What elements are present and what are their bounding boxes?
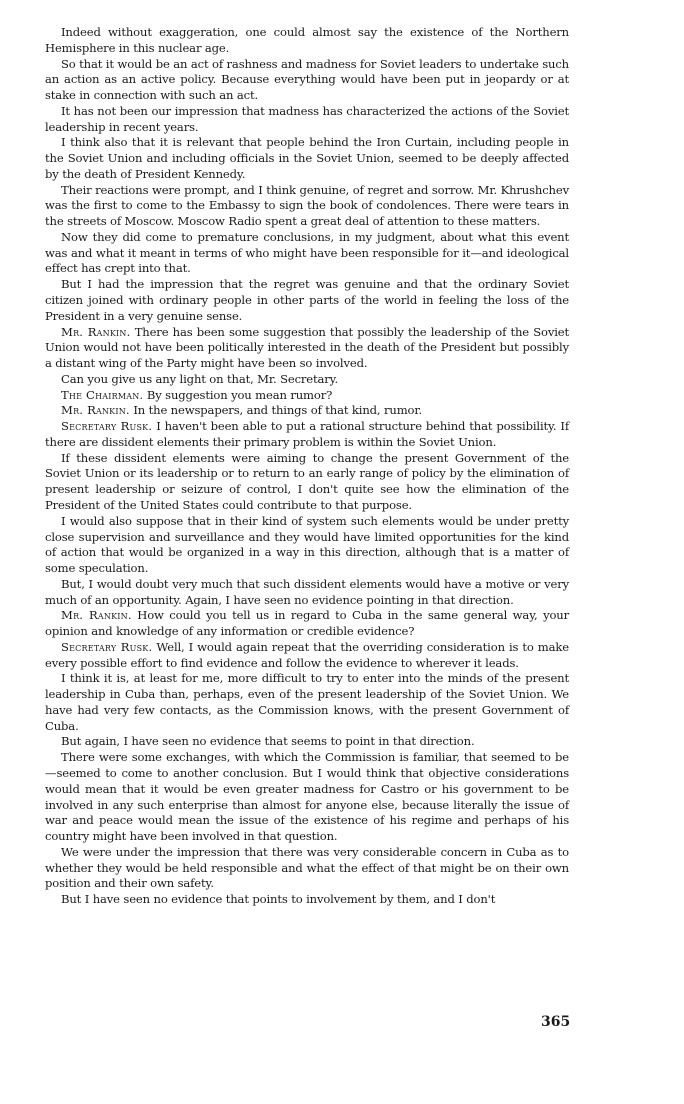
paragraph	[45, 230, 569, 277]
paragraph	[45, 750, 569, 845]
paragraph	[45, 25, 569, 57]
paragraph-text: But I have seen no evidence that points to involvement by them, and I don't	[61, 892, 496, 907]
paragraph-text: Indeed without exaggeration, one could almost say the existence of the Northern Hemisphere in this nuclear age.	[45, 25, 569, 55]
speaker-name: Secretary Rusk.	[61, 639, 153, 654]
paragraph	[45, 372, 569, 388]
speaker-name: Mr. Rankin.	[61, 324, 131, 339]
paragraph-text: It has not been our impression that madness has characterized the actions of the Soviet leadership in recent years.	[45, 103, 569, 134]
paragraph-text: There were some exchanges, with which the Commission is familiar, that seemed to be—seemed to come to another conclusion. But I would think that objective considerations would mean that it would be even greater madness for Castro or his government to be involved in any such enterprise than almost for anyone else, because literally the issue of war and peace would mean the issue of the existence of his regime and perhaps of his country might have been involved in that question.	[45, 750, 569, 844]
page-number: 365	[541, 1014, 571, 1030]
paragraph-text: There has been some suggestion that possibly the leadership of the Soviet Union would not have been politically interested in the death of the President but possibly a distant wing of the Party might have been so involved.	[45, 324, 569, 371]
paragraph	[45, 640, 569, 672]
paragraph	[45, 135, 569, 182]
paragraph-text: If these dissident elements were aiming to change the present Government of the Soviet Union or its leadership or to return to an early range of policy by the elimination of present leadership or seizure of control, I don't quite see how the elimination of the President of the United States could contribute to that purpose.	[45, 450, 569, 512]
paragraph	[45, 892, 569, 908]
paragraph-text: But I had the impression that the regret was genuine and that the ordinary Soviet citizen joined with ordinary people in other parts of the world in feeling the loss of the President in a very genuine sense.	[45, 277, 569, 323]
paragraph	[45, 388, 569, 404]
paragraph-text: In the newspapers, and things of that kind, rumor.	[129, 403, 423, 418]
speaker-name: Secretary Rusk.	[61, 419, 153, 434]
speaker-name: The Chairman.	[61, 387, 144, 402]
paragraph-text: I haven't been able to put a rational structure behind that possibility. If there are dissident elements their primary problem is within the Soviet Union.	[45, 419, 569, 449]
paragraph-text: Now they did come to premature conclusions, in my judgment, about what this event was and what it meant in terms of who might have been responsible for it—and ideological effect has crept into that.	[45, 229, 569, 276]
paragraph	[45, 57, 569, 104]
paragraph	[45, 183, 569, 230]
paragraph	[45, 845, 569, 892]
paragraph-text: We were under the impression that there was very considerable concern in Cuba as to whether they would be held responsible and what the effect of that might be on their own position and their own safety.	[45, 844, 569, 891]
paragraph-text: Can you give us any light on that, Mr. Secretary.	[61, 371, 339, 386]
paragraph	[45, 734, 569, 750]
paragraph	[45, 419, 569, 451]
paragraph	[45, 671, 569, 734]
speaker-name: Mr. Rankin.	[61, 608, 132, 623]
paragraph-text: Their reactions were prompt, and I think genuine, of regret and sorrow. Mr. Khrushchev was the first to come to the Embassy to sign the book of condolences. There were tears in the streets of Moscow. Moscow Radio spent a great deal of attention to these matters.	[45, 182, 569, 229]
paragraph	[45, 104, 569, 136]
speaker-name: Mr. Rankin.	[61, 403, 130, 418]
paragraph	[45, 403, 569, 419]
paragraph	[45, 277, 569, 324]
paragraph-text: So that it would be an act of rashness and madness for Soviet leaders to undertake such an action as an active policy. Because everything would have been put in jeopardy or at stake in connection with such an act.	[45, 56, 569, 103]
paragraph-text: I think also that it is relevant that people behind the Iron Curtain, including people in the Soviet Union and including officials in the Soviet Union, seemed to be deeply affected by the death of President Kennedy.	[45, 135, 569, 181]
paragraph-text: How could you tell us in regard to Cuba in the same general way, your opinion and knowledge of any information or credible evidence?	[45, 608, 570, 639]
document-body	[45, 25, 569, 908]
paragraph-text: But, I would doubt very much that such dissident elements would have a motive or very much of an opportunity. Again, I have seen no evidence pointing in that direction.	[45, 576, 569, 607]
paragraph-text: Well, I would again repeat that the overriding consideration is to make every possible effort to find evidence and follow the evidence to wherever it leads.	[45, 639, 569, 670]
paragraph	[45, 325, 569, 372]
paragraph	[45, 608, 569, 640]
paragraph	[45, 451, 569, 514]
paragraph	[45, 577, 569, 609]
paragraph-text: But again, I have seen no evidence that seems to point in that direction.	[61, 734, 475, 749]
paragraph-text: I think it is, at least for me, more difficult to try to enter into the minds of the present leadership in Cuba than, perhaps, even of the present leadership of the Soviet Union. We have had very few contacts, as the Commission knows, with the present Government of Cuba.	[45, 671, 569, 733]
paragraph-text: I would also suppose that in their kind of system such elements would be under pretty close supervision and surveillance and they would have limited opportunities for the kind of action that would be organized in a way in this direction, although that is a matter of some speculation.	[45, 513, 569, 576]
paragraph	[45, 514, 569, 577]
paragraph-text: By suggestion you mean rumor?	[143, 387, 333, 402]
